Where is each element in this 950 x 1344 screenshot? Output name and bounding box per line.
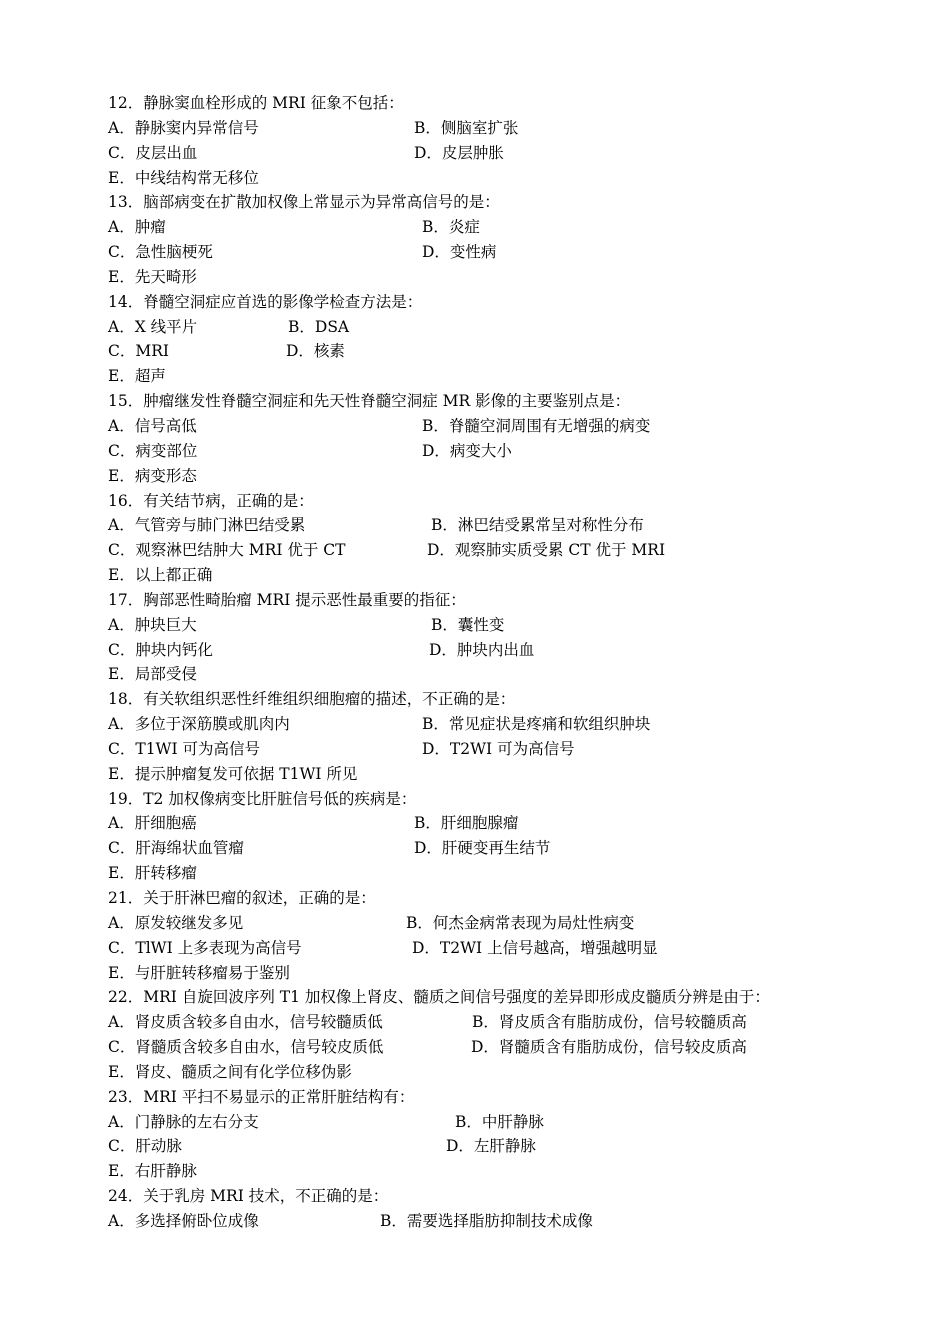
question-stem: 17．胸部恶性畸胎瘤 MRI 提示恶性最重要的指征：	[108, 590, 466, 609]
option-row	[108, 439, 828, 464]
option-row	[108, 215, 828, 240]
option-row	[108, 538, 828, 563]
option-c: C．病变部位	[108, 441, 198, 460]
option-b: B．肾皮质含有脂肪成份，信号较髓质高	[472, 1013, 747, 1032]
option-d: D．核素	[286, 342, 345, 361]
option-row	[108, 315, 828, 340]
option-b: B．肝细胞腺瘤	[414, 814, 519, 833]
option-d: D．肾髓质含有脂肪成份，信号较皮质高	[471, 1038, 747, 1057]
option-row	[108, 811, 828, 836]
question-stem: 21．关于肝淋巴瘤的叙述，正确的是：	[108, 889, 376, 907]
option-b: B．常见症状是疼痛和软组织肿块	[422, 715, 651, 734]
option-b: B．脊髓空洞周围有无增强的病变	[422, 416, 651, 435]
question-stem: 14．脊髓空洞症应首选的影像学检查方法是：	[108, 292, 423, 311]
option-row	[108, 712, 828, 737]
option-a: A．静脉窦内异常信号	[108, 118, 259, 137]
option-e: E．中线结构常无移位	[108, 168, 259, 187]
option-b: B．DSA	[288, 317, 350, 336]
option-c: C．肾髓质含较多自由水，信号较皮质低	[108, 1038, 384, 1057]
option-b: B．炎症	[422, 218, 480, 237]
option-row	[108, 613, 828, 638]
option-e: E．肾皮、髓质之间有化学位移伪影	[108, 1062, 352, 1081]
option-d: D．T2WI 可为高信号	[422, 739, 575, 758]
option-e: E．提示肿瘤复发可依据 T1WI 所见	[108, 764, 358, 783]
option-d: D．变性病	[422, 243, 497, 262]
option-row	[108, 911, 828, 936]
option-b: B．需要选择脂肪抑制技术成像	[380, 1211, 593, 1230]
option-row	[108, 339, 828, 364]
option-a: A．X 线平片	[108, 317, 198, 336]
option-a: A．肾皮质含较多自由水，信号较髓质低	[108, 1013, 383, 1032]
option-c: C．急性脑梗死	[108, 243, 213, 262]
option-row	[108, 414, 828, 439]
option-a: A．肝细胞癌	[108, 814, 197, 833]
option-row	[108, 1209, 828, 1234]
option-row	[108, 836, 828, 861]
option-e: E．肝转移瘤	[108, 864, 197, 883]
option-row	[108, 1035, 828, 1060]
question-stem: 23．MRI 平扫不易显示的正常肝脏结构有：	[108, 1087, 415, 1106]
option-row	[108, 1010, 828, 1035]
option-row	[108, 513, 828, 538]
option-a: A．门静脉的左右分支	[108, 1112, 259, 1131]
option-a: A．多位于深筋膜或肌肉内	[108, 715, 290, 734]
option-row	[108, 638, 828, 663]
question-stem: 16．有关结节病，正确的是：	[108, 491, 314, 510]
option-b: B．囊性变	[431, 615, 505, 634]
question-stem: 19．T2 加权像病变比肝脏信号低的疾病是：	[108, 789, 417, 808]
option-c: C．T1WI 可为高信号	[108, 739, 261, 758]
option-b: B．侧脑室扩张	[414, 118, 519, 137]
option-d: D．肝硬变再生结节	[414, 839, 551, 858]
option-row	[108, 141, 828, 166]
question-stem: 18．有关软组织恶性纤维组织细胞瘤的描述，不正确的是：	[108, 690, 516, 709]
option-d: D．T2WI 上信号越高，增强越明显	[412, 938, 658, 957]
option-a: A．气管旁与肺门淋巴结受累	[108, 516, 306, 535]
option-b: B．何杰金病常表现为局灶性病变	[406, 913, 635, 932]
option-a: A．肿块巨大	[108, 615, 197, 634]
option-b: B．中肝静脉	[455, 1112, 544, 1131]
option-d: D．观察肺实质受累 CT 优于 MRI	[427, 541, 666, 560]
option-row	[108, 1110, 828, 1135]
option-e: E．以上都正确	[108, 566, 213, 585]
option-row	[108, 936, 828, 961]
option-a: A．信号高低	[108, 416, 197, 435]
question-stem: 22．MRI 自旋回波序列 T1 加权像上肾皮、髓质之间信号强度的差异即形成皮髓质分辨是由于：	[108, 988, 770, 1007]
option-c: C．肝动脉	[108, 1137, 182, 1156]
option-a: A．肿瘤	[108, 218, 166, 237]
option-e: E．右肝静脉	[108, 1162, 197, 1181]
document-page	[108, 91, 828, 1234]
question-stem: 24．关于乳房 MRI 技术，不正确的是：	[108, 1187, 389, 1206]
option-b: B．淋巴结受累常呈对称性分布	[431, 516, 644, 535]
option-c: C．皮层出血	[108, 143, 198, 162]
option-c: C．肿块内钙化	[108, 640, 213, 659]
option-e: E．与肝脏转移瘤易于鉴别	[108, 963, 290, 982]
option-row	[108, 1134, 828, 1159]
option-row	[108, 116, 828, 141]
option-d: D．皮层肿胀	[414, 143, 504, 162]
option-c: C．肝海绵状血管瘤	[108, 839, 244, 858]
option-d: D．肿块内出血	[429, 640, 535, 659]
option-d: D．病变大小	[422, 441, 512, 460]
option-e: E．超声	[108, 367, 166, 386]
question-stem: 12．静脉窦血栓形成的 MRI 征象不包括：	[108, 94, 404, 112]
question-stem: 15．肿瘤继发性脊髓空洞症和先天性脊髓空洞症 MR 影像的主要鉴别点是：	[108, 392, 631, 411]
option-c: C．MRI	[108, 342, 170, 361]
option-a: A．原发较继发多见	[108, 913, 244, 932]
option-d: D．左肝静脉	[446, 1137, 536, 1156]
option-a: A．多选择俯卧位成像	[108, 1211, 259, 1230]
option-row	[108, 737, 828, 762]
option-c: C．观察淋巴结肿大 MRI 优于 CT	[108, 541, 346, 560]
option-row	[108, 240, 828, 265]
question-stem: 13．脑部病变在扩散加权像上常显示为异常高信号的是：	[108, 193, 500, 212]
option-e: E．先天畸形	[108, 267, 197, 286]
option-c: C．TlWI 上多表现为高信号	[108, 938, 302, 957]
option-e: E．病变形态	[108, 466, 197, 485]
option-e: E．局部受侵	[108, 665, 197, 684]
